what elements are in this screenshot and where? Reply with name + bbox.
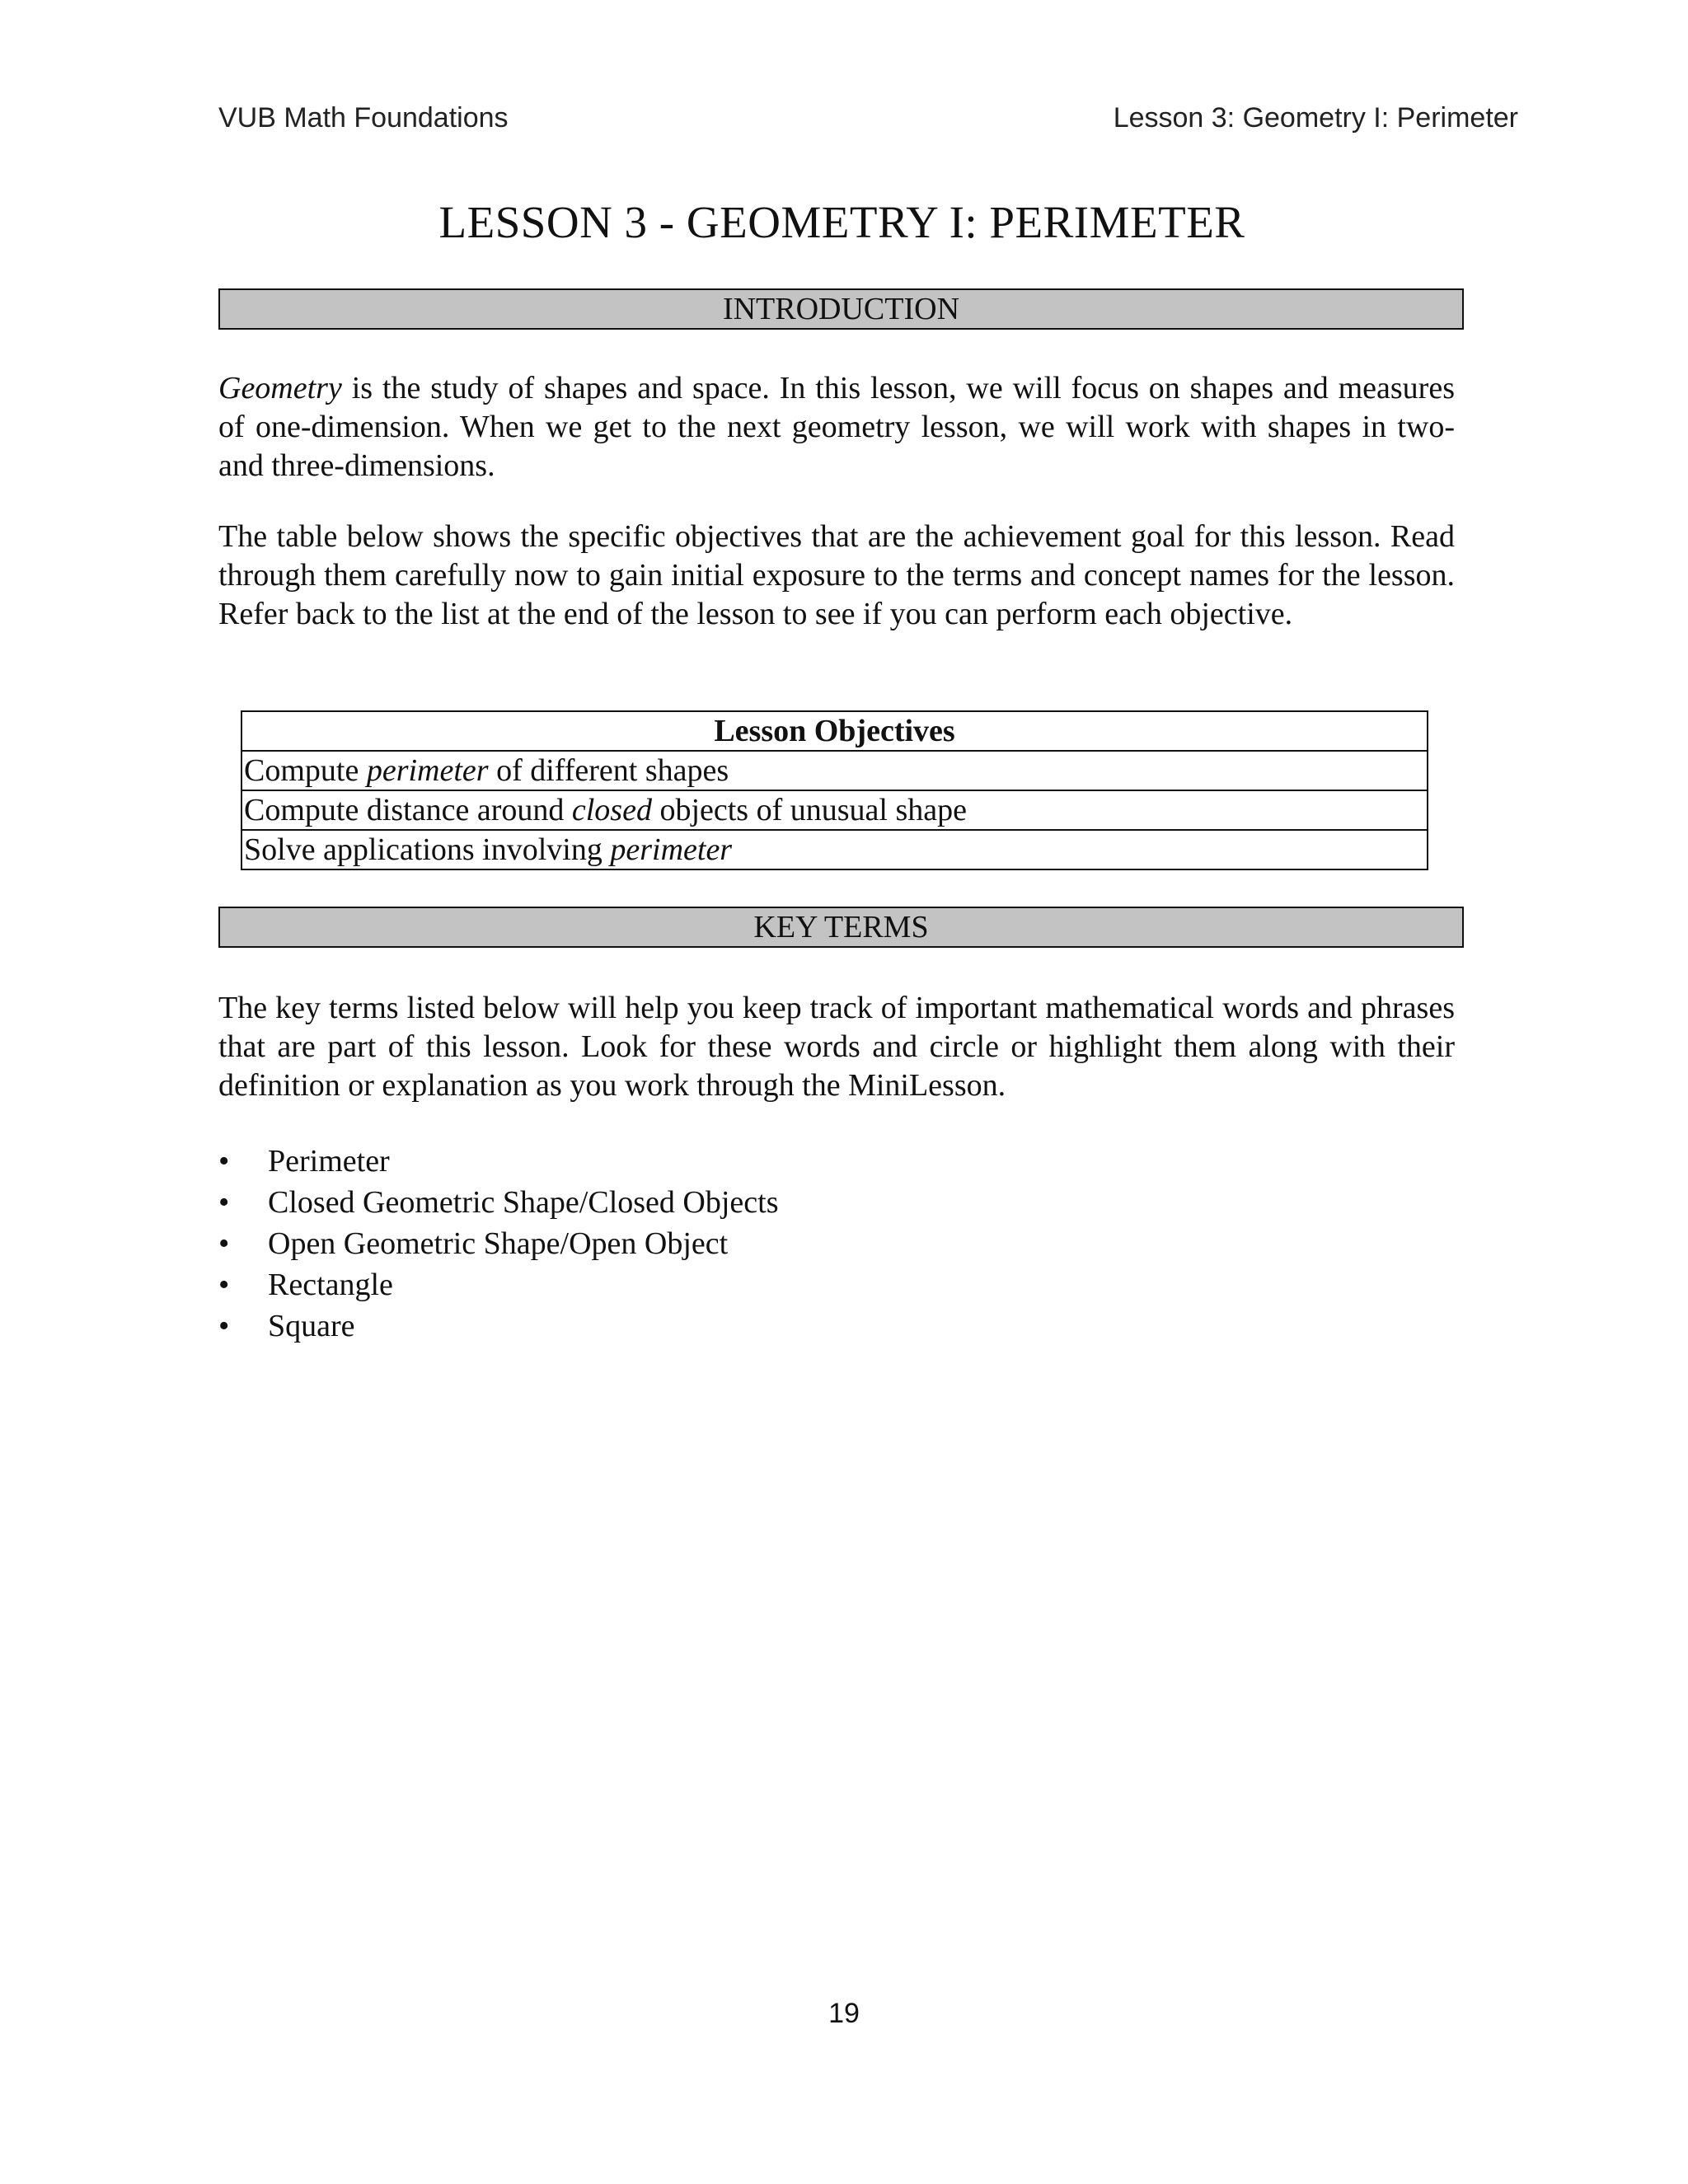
bullet-icon: • (218, 1226, 230, 1261)
key-term: Perimeter (268, 1144, 390, 1179)
objective-cell (241, 790, 1428, 830)
bullet-icon: • (218, 1309, 230, 1343)
objective-emphasis: closed (571, 793, 652, 827)
key-terms-paragraph: The key terms listed below will help you keep track of important mathematical words and phrases that are part of this lesson. Look for these words and circle or highlight them along with their definition or explanation as you work through the MiniLesson. (218, 991, 1455, 1103)
bullet-icon: • (218, 1144, 230, 1179)
objective-emphasis: perimeter (610, 832, 733, 867)
header-course-name: VUB Math Foundations (218, 102, 509, 134)
objectives-header-row (241, 711, 1428, 751)
bullet-icon: • (218, 1268, 230, 1302)
header-lesson-name: Lesson 3: Geometry I: Perimeter (1113, 102, 1518, 134)
objectives-heading: Lesson Objectives (241, 711, 1428, 751)
bullet-icon: • (218, 1185, 230, 1220)
objective-cell (241, 830, 1428, 869)
list-item (218, 1182, 779, 1223)
key-terms-list (218, 1141, 779, 1347)
objective-text: Compute (244, 753, 367, 788)
table-row (241, 751, 1428, 790)
table-row (241, 790, 1428, 830)
list-item (218, 1264, 779, 1305)
list-item (218, 1141, 779, 1182)
introduction-paragraph-1 (218, 369, 1455, 485)
objective-cell (241, 751, 1428, 790)
introduction-heading: INTRODUCTION (218, 288, 1464, 330)
page-title: LESSON 3 - GEOMETRY I: PERIMETER (438, 197, 1245, 247)
running-header (218, 102, 1518, 143)
objective-text: objects of unusual shape (651, 793, 967, 827)
geometry-term: Geometry (218, 371, 342, 405)
list-item (218, 1305, 779, 1347)
key-term: Closed Geometric Shape/Closed Objects (268, 1185, 779, 1220)
list-item (218, 1223, 779, 1264)
key-terms-heading: KEY TERMS (218, 907, 1464, 948)
introduction-paragraph-1-text: is the study of shapes and space. In this lesson, we will focus on shapes and measures of one-dimension. When we get to the next geometry lesson, we will work with shapes in two- and three-dimensions. (218, 371, 1455, 483)
objective-text: of different shapes (488, 753, 729, 788)
objectives-table (241, 710, 1428, 870)
key-term: Rectangle (268, 1268, 393, 1302)
key-term: Open Geometric Shape/Open Object (268, 1226, 729, 1261)
page-number: 19 (828, 1998, 860, 2029)
introduction-paragraph-2: The table below shows the specific objectives that are the achievement goal for this lesson. Read through them carefully now to gain initial exposure to the terms and concept names for the lesson. Refer back to the list at the end of the lesson to see if you can perform each objective. (218, 519, 1455, 631)
objective-emphasis: perimeter (366, 753, 489, 788)
table-row (241, 830, 1428, 869)
objective-text: Solve applications involving (244, 832, 611, 867)
objective-text: Compute distance around (244, 793, 572, 827)
key-term: Square (268, 1309, 355, 1343)
